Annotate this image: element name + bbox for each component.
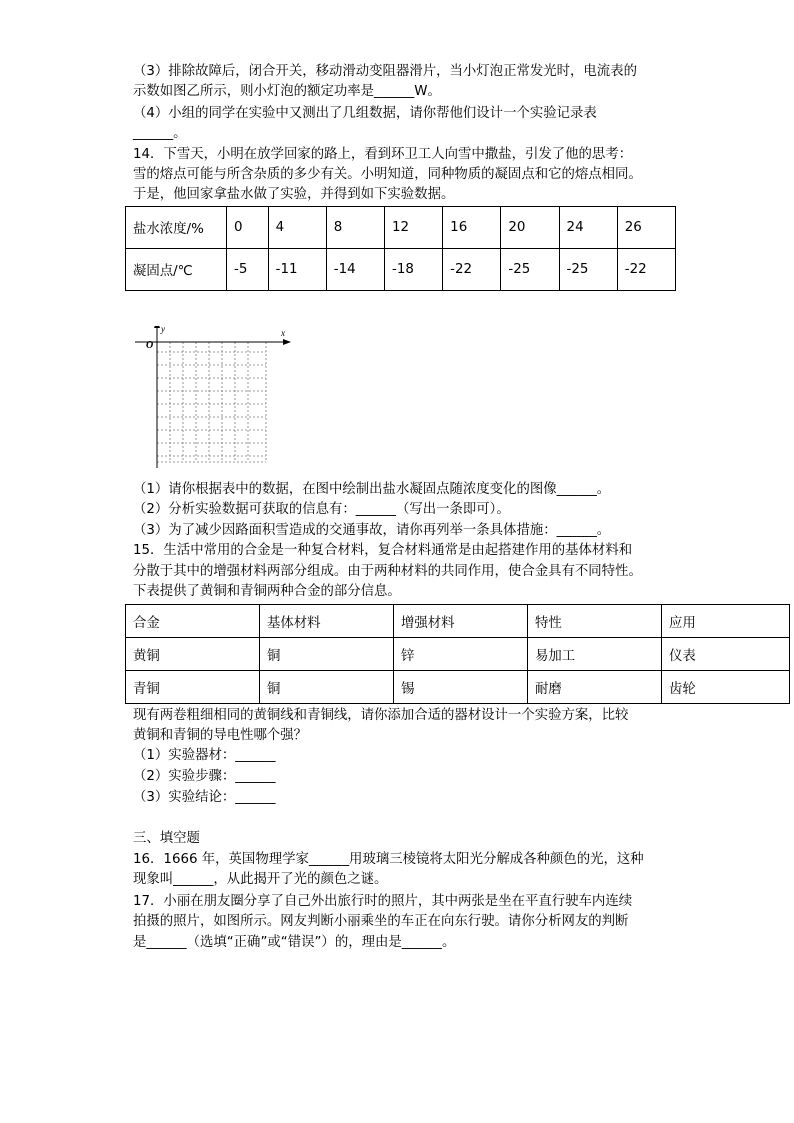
- table-cell: -25: [559, 249, 617, 291]
- table-cell: 铜: [260, 638, 394, 671]
- alloy-info-table: [125, 604, 790, 704]
- q15-intro-line2: 分散于其中的增强材料两部分组成。由于两种材料的共同作用，使合金具有不同特性。: [133, 564, 642, 579]
- table-cell: 仪表: [662, 638, 790, 671]
- table-cell: -18: [384, 249, 442, 291]
- q14-sub1: （1）请你根据表中的数据，在图中绘制出盐水凝固点随浓度变化的图像______。: [133, 482, 611, 497]
- q15-intro-line1: 15．生活中常用的合金是一种复合材料，复合材料通常是由起搭建作用的基体材料和: [133, 543, 633, 558]
- table-cell: -25: [501, 249, 559, 291]
- table-cell: -22: [617, 249, 675, 291]
- table-cell: 20: [501, 207, 559, 249]
- row-label-freezing-point: 凝固点/℃: [126, 249, 227, 291]
- table-header-cell: 特性: [528, 605, 662, 638]
- q14-sub3: （3）为了减少因路面积雪造成的交通事故，请你再列举一条具体措施：______。: [133, 523, 611, 538]
- grid-lines: [157, 342, 266, 462]
- table-header-row: [126, 605, 790, 638]
- table-cell: 锡: [394, 671, 528, 704]
- section-heading: 三、填空题: [133, 831, 200, 846]
- table-cell: 齿轮: [662, 671, 790, 704]
- q17-line2: 拍摄的照片，如图所示。网友判断小丽乘坐的车正在向东行驶。请你分析网友的判断: [133, 914, 629, 929]
- q16-line1: 16．1666 年，英国物理学家______用玻璃三棱镜将太阳光分解成各种颜色的光，这种: [133, 852, 644, 867]
- table-cell: 铜: [260, 671, 394, 704]
- q15-task-line1: 现有两卷粗细相同的黄铜线和青铜线，请你添加合适的器材设计一个实验方案，比较: [133, 708, 629, 723]
- table-header-cell: 应用: [662, 605, 790, 638]
- blank-coordinate-grid: [127, 326, 297, 471]
- x-axis-arrow-icon: [283, 339, 291, 345]
- table-cell: 黄铜: [126, 638, 260, 671]
- table-cell: 易加工: [528, 638, 662, 671]
- q17-line1: 17．小丽在朋友圈分享了自己外出旅行时的照片，其中两张是坐在平直行驶车内连续: [133, 894, 633, 909]
- q17-line3: 是______（选填“正确”或“错误”）的，理由是______。: [133, 935, 456, 950]
- table-cell: 4: [268, 207, 326, 249]
- table-cell: 16: [443, 207, 501, 249]
- q13-part3-line2: 示数如图乙所示，则小灯泡的额定功率是______W。: [133, 84, 441, 99]
- table-cell: 青铜: [126, 671, 260, 704]
- origin-label: O: [146, 340, 154, 351]
- table-row: [126, 249, 676, 291]
- salt-water-data-table: [125, 206, 676, 291]
- y-axis-arrow-icon: [154, 326, 160, 328]
- row-label-concentration: 盐水浓度/%: [126, 207, 227, 249]
- table-cell: 耐磨: [528, 671, 662, 704]
- q16-line2: 现象叫______，从此揭开了光的颜色之谜。: [133, 872, 388, 887]
- table-row: [126, 638, 790, 671]
- table-row: [126, 207, 676, 249]
- q13-part4-line1: （4）小组的同学在实验中又测出了几组数据，请你帮他们设计一个实验记录表: [133, 106, 597, 121]
- table-cell: -11: [268, 249, 326, 291]
- y-axis-label: y: [161, 326, 165, 334]
- table-header-cell: 增强材料: [394, 605, 528, 638]
- table-cell: 26: [617, 207, 675, 249]
- table-cell: 锌: [394, 638, 528, 671]
- table-cell: -14: [326, 249, 384, 291]
- table-row: [126, 671, 790, 704]
- q15-sub1: （1）实验器材：______: [133, 748, 276, 763]
- table-header-cell: 合金: [126, 605, 260, 638]
- q14-intro-line2: 雪的熔点可能与所含杂质的多少有关。小明知道，同种物质的凝固点和它的熔点相同。: [133, 167, 642, 182]
- q15-sub2: （2）实验步骤：______: [133, 769, 276, 784]
- table-cell: 0: [227, 207, 269, 249]
- q13-part4-line2: ______。: [133, 126, 187, 141]
- q15-task-line2: 黄铜和青铜的导电性哪个强？: [133, 728, 308, 743]
- q15-intro-line3: 下表提供了黄铜和青铜两种合金的部分信息。: [133, 584, 401, 599]
- table-cell: 12: [384, 207, 442, 249]
- q14-intro-line1: 14．下雪天，小明在放学回家的路上，看到环卫工人向雪中撒盐，引发了他的思考：: [133, 147, 633, 162]
- table-header-cell: 基体材料: [260, 605, 394, 638]
- q13-part3-line1: （3）排除故障后，闭合开关，移动滑动变阻器滑片，当小灯泡正常发光时，电流表的: [133, 64, 637, 79]
- q15-sub3: （3）实验结论：______: [133, 790, 276, 805]
- table-cell: -5: [227, 249, 269, 291]
- table-cell: -22: [443, 249, 501, 291]
- table-cell: 24: [559, 207, 617, 249]
- table-cell: 8: [326, 207, 384, 249]
- x-axis-label: x: [281, 328, 285, 338]
- q14-intro-line3: 于是，他回家拿盐水做了实验，并得到如下实验数据。: [133, 187, 455, 202]
- q14-sub2: （2）分析实验数据可获取的信息有：______（写出一条即可）。: [133, 502, 510, 517]
